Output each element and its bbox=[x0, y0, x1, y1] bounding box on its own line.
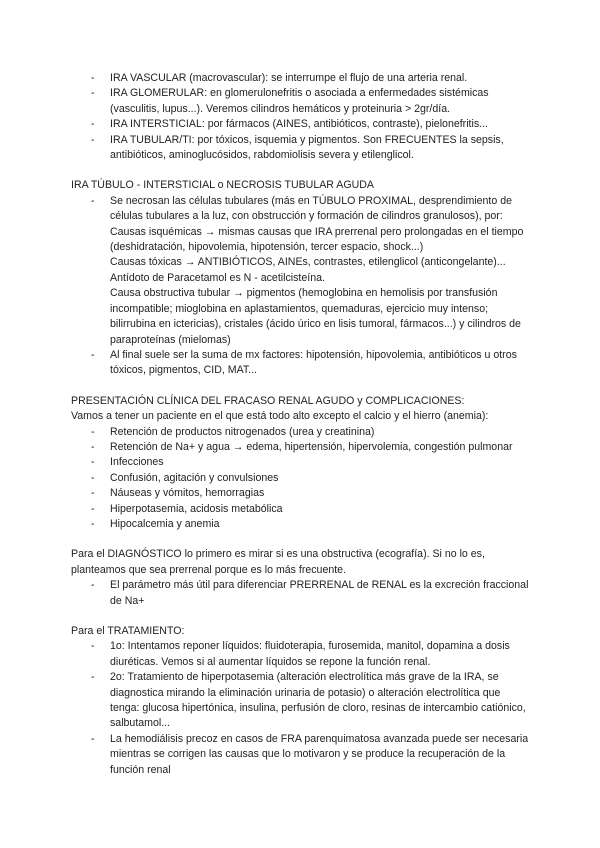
nta-toxic-causes: Causas tóxicas → ANTIBIÓTICOS, AINEs, contrastes, etilenglicol (anticongelante)... Antídoto de Paracetamol es N - acetilcisteína. bbox=[110, 256, 506, 284]
list-item: - Hiperpotasemia, acidosis metabólica bbox=[71, 502, 531, 517]
intro-list bbox=[71, 71, 531, 163]
nta-ischemic-causes: Causas isquémicas → mismas causas que IRA prerrenal pero prolongadas en el tiempo (deshidratación, hipovolemia, hipotensión, tercer espacio, shock...) bbox=[110, 225, 524, 254]
document-page bbox=[71, 71, 531, 778]
list-item bbox=[71, 194, 531, 348]
section-heading-tratamiento: Para el TRATAMIENTO: bbox=[71, 625, 185, 637]
list-item: - IRA VASCULAR (macrovascular): se interrumpe el flujo de una arteria renal. bbox=[71, 71, 531, 86]
list-item: - La hemodiálisis precoz en casos de FRA parenquimatosa avanzada puede ser necesaria mientras se corrigen las causas que lo motivaron y se produce la recuperación de la función renal bbox=[71, 732, 531, 778]
list-item: - Confusión, agitación y convulsiones bbox=[71, 471, 531, 486]
nta-list bbox=[71, 194, 531, 379]
section-heading-clinica: PRESENTACIÓN CLÍNICA DEL FRACASO RENAL AGUDO y COMPLICACIONES: bbox=[71, 394, 465, 407]
list-item: - Infecciones bbox=[71, 455, 531, 470]
list-item: - El parámetro más útil para diferenciar PRERRENAL de RENAL es la excreción fraccional de Na+ bbox=[71, 578, 531, 609]
diagnostico-list bbox=[71, 578, 531, 609]
list-item: - IRA GLOMERULAR: en glomerulonefritis o asociada a enfermedades sistémicas (vasculitis, lupus...). Veremos cilindros hemáticos y proteinuria > 2gr/día. bbox=[71, 86, 531, 117]
list-item: - 2o: Tratamiento de hiperpotasemia (alteración electrolítica más grave de la IRA, se diagnostica mirando la eliminación urinaria de potasio) o alteración electrolítica que tenga: glucosa hipertónica, insulina, perfusión de cloro, resinas de intercambio catiónico, salbutamol... bbox=[71, 670, 531, 732]
list-item: - Retención de productos nitrogenados (urea y creatinina) bbox=[71, 425, 531, 440]
clinica-list bbox=[71, 425, 531, 533]
list-item: - 1o: Intentamos reponer líquidos: fluidoterapia, furosemida, manitol, dopamina a dosis diuréticas. Vemos si al aumentar líquidos se repone la función renal. bbox=[71, 639, 531, 670]
list-item: - IRA INTERSTICIAL: por fármacos (AINES, antibióticos, contraste), pielonefritis... bbox=[71, 117, 531, 132]
list-item: - IRA TUBULAR/TI: por tóxicos, isquemia y pigmentos. Son FRECUENTES la sepsis, antibióticos, aminoglucósidos, rabdomiolisis severa y etilenglicol. bbox=[71, 133, 531, 164]
list-item: - Retención de Na+ y agua → edema, hipertensión, hipervolemia, congestión pulmonar bbox=[71, 440, 531, 455]
nta-intro-text: - Se necrosan las células tubulares (más en TÚBULO PROXIMAL, desprendimiento de células tubulares a la luz, con obstrucción y formación de cilindros granulosos), por: bbox=[110, 194, 512, 223]
list-item: - Náuseas y vómitos, hemorragias bbox=[71, 486, 531, 501]
diagnostico-intro: Para el DIAGNÓSTICO lo primero es mirar si es una obstructiva (ecografía). Si no lo es, planteamos que sea prerrenal porque es lo más frecuente. bbox=[71, 548, 485, 576]
clinica-intro: Vamos a tener un paciente en el que está todo alto excepto el calcio y el hierro (anemia): bbox=[71, 410, 489, 423]
section-heading-nta: IRA TÚBULO - INTERSTICIAL o NECROSIS TUBULAR AGUDA bbox=[71, 179, 374, 192]
list-item: - Hipocalcemia y anemia bbox=[71, 517, 531, 532]
tratamiento-list bbox=[71, 639, 531, 778]
nta-obstructive-causes: Causa obstructiva tubular → pigmentos (hemoglobina en hemolisis por transfusión incompatible; mioglobina en aplastamientos, quemaduras, ejercicio muy intenso; bilirrubina en ictericias), cristales (ácido úrico en lisis tumoral, fármacos...) y cilindros de paraproteínas (mielomas) bbox=[110, 287, 521, 346]
list-item: - Al final suele ser la suma de mx factores: hipotensión, hipovolemia, antibióticos u otros tóxicos, pigmentos, CID, MAT... bbox=[71, 348, 531, 379]
